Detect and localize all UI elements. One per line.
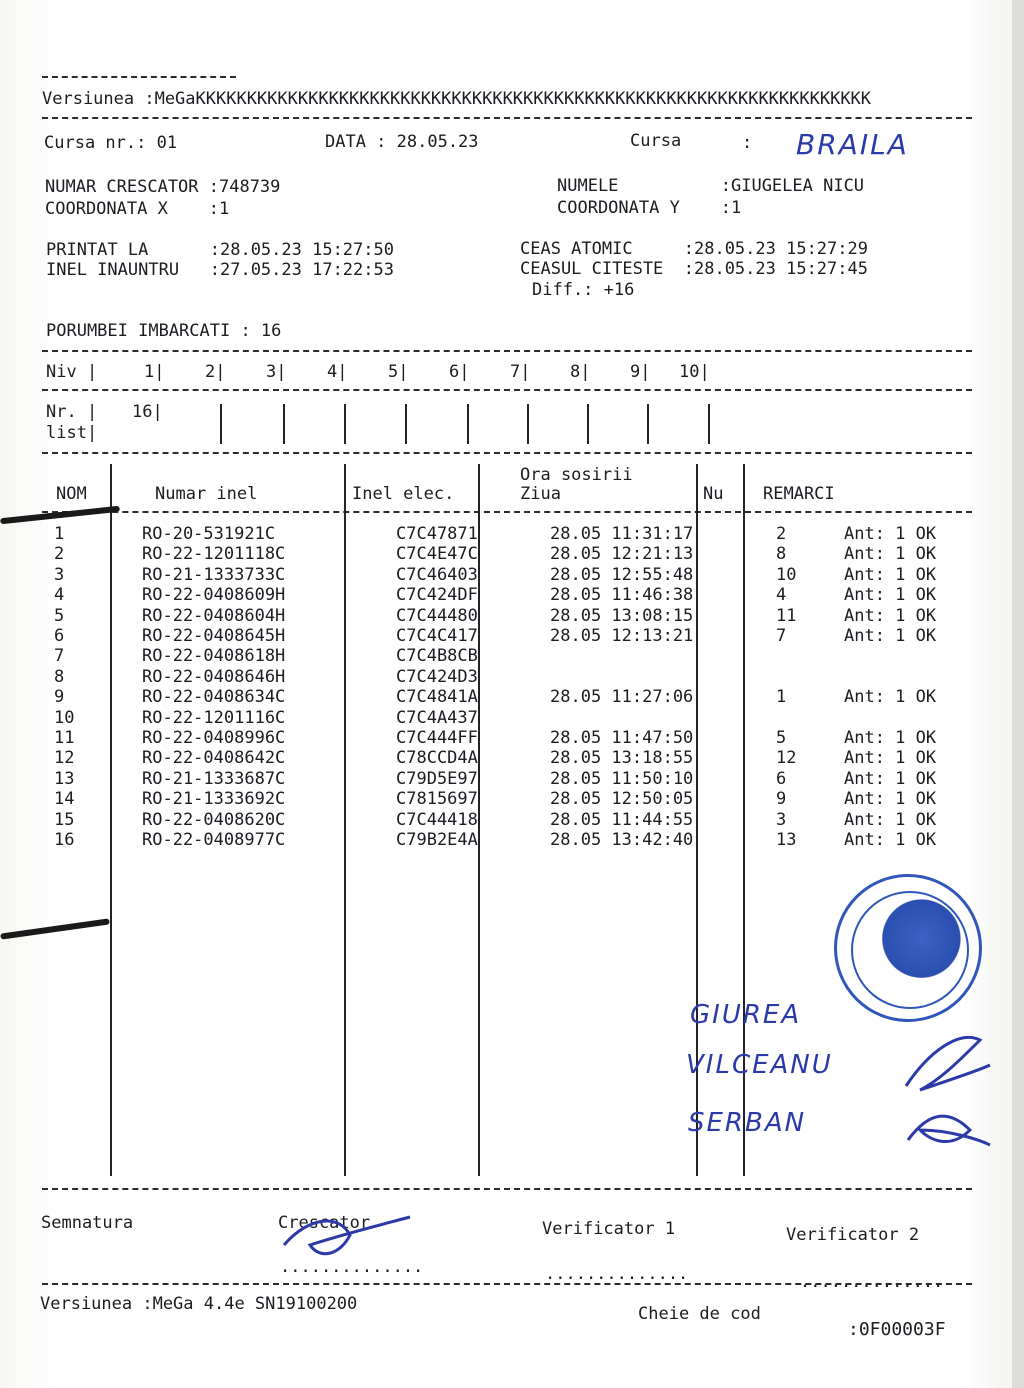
row-ring: RO-22-0408618H [142, 646, 286, 667]
col-arrival-header-2: Ziua [520, 484, 561, 504]
row-remarks: Ant: 1 OK [844, 585, 937, 606]
atomic-clock: CEAS ATOMIC :28.05.23 15:27:29 [520, 239, 868, 259]
list-label-2: list| [46, 423, 98, 443]
divider [42, 511, 972, 513]
row-remarks [824, 667, 1004, 687]
row-elec: C78CCD4A [396, 748, 478, 769]
list-separator [405, 404, 407, 444]
row-remarks [824, 646, 1004, 666]
row-ring: RO-22-0408642C [142, 748, 286, 769]
row-time: 28.05 13:42:40 [550, 830, 694, 851]
row-elec: C7C47871 [396, 524, 478, 544]
row-nom: 2 [54, 544, 65, 565]
row-ring: RO-21-1333687C [142, 768, 286, 789]
breeder-number: NUMAR CRESCATOR :748739 [45, 177, 281, 197]
table-row [42, 606, 1004, 626]
pigeons-boarded: PORUMBEI IMBARCATI : 16 [46, 321, 282, 341]
col-elec-header: Inel elec. [352, 484, 455, 504]
row-ring: RO-22-0408620C [142, 809, 286, 830]
row-remarks: Ant: 1 OK [844, 605, 937, 626]
breeder-signature [280, 1205, 420, 1265]
race-name-handwritten: BRAILA [796, 128, 909, 161]
version-line-top: Versiunea :MeGaKKKKKKKKKKKKKKKKKKKKKKKKKKKKKKKKKKKKKKKKKKKKKKKKKKKKKKKKKKKKKKKKKK [42, 89, 872, 109]
race-label: Cursa [630, 131, 682, 151]
divider [42, 117, 972, 119]
row-elec: C7C424D3 [396, 666, 478, 687]
row-ring: RO-22-0408996C [142, 728, 286, 749]
federation-stamp [834, 874, 982, 1022]
clock-diff: Diff.: +16 [532, 280, 635, 300]
row-ring: RO-22-0408609H [142, 585, 286, 606]
row-time: 28.05 12:13:21 [550, 626, 694, 647]
row-nom: 12 [54, 748, 75, 769]
row-nu: 7 [776, 626, 787, 647]
stamp-emblem [851, 891, 969, 1009]
breeder-signature-label: Crescator [278, 1213, 371, 1233]
row-nu [768, 667, 824, 687]
list-separator [467, 404, 469, 444]
row-elec: C7C444FF [396, 728, 478, 749]
handwritten-name-2: VILCEANU [686, 1050, 833, 1080]
col-remarks-header: REMARCI [763, 484, 835, 504]
row-elec: C7C4C417 [396, 626, 478, 647]
row-ring: RO-21-1333733C [142, 564, 286, 585]
row-nom: 1 [54, 524, 65, 544]
row-time: 28.05 11:44:55 [550, 809, 694, 830]
table-row [42, 769, 1004, 789]
row-elec: C7C44480 [396, 605, 478, 626]
handwritten-name-1: GIUREA [690, 1000, 802, 1030]
list-separator [587, 404, 589, 444]
row-remarks: Ant: 1 OK [844, 768, 937, 789]
table-row [42, 667, 1004, 687]
col-nom-header: NOM [56, 484, 87, 504]
table-row [42, 524, 1004, 544]
race-number: Cursa nr.: 01 [44, 133, 178, 153]
row-time: 28.05 11:27:06 [550, 687, 694, 708]
row-time: 28.05 13:18:55 [550, 748, 694, 769]
niv-3: 3| [266, 362, 287, 382]
race-colon: : [742, 133, 753, 153]
row-ring: RO-22-0408645H [142, 626, 286, 647]
row-remarks: Ant: 1 OK [844, 789, 937, 810]
niv-4: 4| [327, 362, 348, 382]
verifier-1-label: Verificator 1 [542, 1219, 676, 1239]
breeder-dots: .............. [280, 1257, 424, 1277]
row-nu: 8 [776, 544, 787, 565]
divider [42, 1188, 972, 1190]
row-nom: 13 [54, 768, 75, 789]
row-elec: C7C4A437 [396, 707, 478, 728]
row-time: 28.05 11:46:38 [550, 585, 694, 606]
row-nom: 7 [54, 646, 65, 667]
verifier-2-label: Verificator 2 [786, 1225, 920, 1245]
row-time [530, 667, 768, 687]
row-elec: C7C4841A [396, 687, 478, 708]
row-nu: 9 [776, 789, 787, 810]
row-elec: C7C4B8CB [396, 646, 478, 667]
list-separator [708, 404, 710, 444]
niv-9: 9| [630, 362, 651, 382]
row-elec: C79D5E97 [396, 768, 478, 789]
row-time: 28.05 12:55:48 [550, 564, 694, 585]
row-time: 28.05 11:47:50 [550, 728, 694, 749]
row-remarks: Ant: 1 OK [844, 830, 937, 851]
row-nom: 4 [54, 585, 65, 606]
row-remarks: Ant: 1 OK [844, 564, 937, 585]
row-remarks: Ant: 1 OK [844, 524, 937, 544]
row-nu: 11 [776, 605, 797, 626]
row-time: 28.05 12:21:13 [550, 544, 694, 565]
row-nom: 9 [54, 687, 65, 708]
clock-reads: CEASUL CITESTE :28.05.23 15:27:45 [520, 259, 868, 279]
row-elec: C7C4E47C [396, 544, 478, 565]
race-date: DATA : 28.05.23 [325, 132, 479, 152]
verifier-2-dots: .............. [800, 1272, 944, 1292]
list-label-1: Nr. | [46, 402, 98, 422]
col-arrival-header-1: Ora sosirii [520, 465, 633, 485]
row-nom: 3 [54, 564, 65, 585]
breeder-name: NUMELE :GIUGELEA NICU [557, 176, 865, 196]
row-nu: 6 [776, 768, 787, 789]
verifier-1-dots: .............. [545, 1264, 689, 1284]
row-elec: C7C46403 [396, 564, 478, 585]
ring-inside: INEL INAUNTRU :27.05.23 17:22:53 [46, 260, 394, 280]
row-nom: 8 [54, 666, 65, 687]
table-row [42, 708, 1004, 728]
divider [42, 452, 972, 454]
table-row [42, 544, 1004, 564]
row-nu: 10 [776, 564, 797, 585]
table-row [42, 585, 1004, 605]
row-nu: 4 [776, 585, 787, 606]
handwritten-name-3: SERBAN [688, 1108, 807, 1138]
niv-5: 5| [388, 362, 409, 382]
table-row [42, 626, 1004, 646]
row-ring: RO-21-1333692C [142, 789, 286, 810]
printed-at: PRINTAT LA :28.05.23 15:27:50 [46, 240, 394, 260]
page-edge [1012, 0, 1024, 1388]
row-remarks: Ant: 1 OK [844, 544, 937, 565]
row-nu: 1 [776, 687, 787, 708]
table-row [42, 687, 1004, 707]
table-row [42, 748, 1004, 768]
row-remarks: Ant: 1 OK [844, 748, 937, 769]
table-row [42, 830, 1004, 850]
row-nu [768, 708, 824, 728]
row-time: 28.05 11:31:17 [550, 524, 694, 544]
row-remarks: Ant: 1 OK [844, 809, 937, 830]
niv-1: 1| [144, 362, 165, 382]
row-remarks: Ant: 1 OK [844, 728, 937, 749]
row-remarks [824, 708, 1004, 728]
row-ring: RO-22-1201118C [142, 544, 286, 565]
row-nom: 11 [54, 728, 75, 749]
row-time [530, 646, 768, 666]
row-nom: 5 [54, 605, 65, 626]
row-ring: RO-22-0408634C [142, 687, 286, 708]
row-nom: 6 [54, 626, 65, 647]
code-key-value: :0F00003F [848, 1319, 946, 1340]
coord-y: COORDONATA Y :1 [557, 198, 742, 218]
col-nu-header: Nu [703, 484, 724, 504]
row-elec: C7C44418 [396, 809, 478, 830]
divider [42, 350, 972, 352]
coord-x: COORDONATA X :1 [45, 199, 230, 219]
row-nu [768, 646, 824, 666]
divider [42, 389, 972, 391]
row-ring: RO-20-531921C [142, 524, 276, 544]
row-nu: 12 [776, 748, 797, 769]
row-remarks: Ant: 1 OK [844, 687, 937, 708]
row-nom: 14 [54, 789, 75, 810]
row-time: 28.05 12:50:05 [550, 789, 694, 810]
list-separator [647, 404, 649, 444]
row-time: 28.05 13:08:15 [550, 605, 694, 626]
niv-6: 6| [449, 362, 470, 382]
table-row [42, 565, 1004, 585]
row-nom: 15 [54, 809, 75, 830]
code-key-label: Cheie de cod [638, 1304, 761, 1324]
signature-label: Semnatura [41, 1213, 134, 1233]
row-ring: RO-22-0408646H [142, 666, 286, 687]
row-nu: 13 [776, 830, 797, 851]
niv-8: 8| [570, 362, 591, 382]
row-nu: 3 [776, 809, 787, 830]
row-time: 28.05 11:50:10 [550, 768, 694, 789]
list-separator [220, 404, 222, 444]
niv-2: 2| [205, 362, 226, 382]
row-ring: RO-22-1201116C [142, 707, 286, 728]
row-elec: C7C424DF [396, 585, 478, 606]
row-remarks: Ant: 1 OK [844, 626, 937, 647]
row-ring: RO-22-0408604H [142, 605, 286, 626]
signature-scribbles [900, 1010, 996, 1160]
divider [42, 1283, 972, 1285]
row-ring: RO-22-0408977C [142, 830, 286, 851]
version-line-bottom: Versiunea :MeGa 4.4e SN19100200 [40, 1294, 358, 1314]
list-first: 16| [132, 402, 163, 422]
pigeon-table [42, 524, 1004, 851]
table-row [42, 728, 1004, 748]
niv-7: 7| [510, 362, 531, 382]
row-time [530, 708, 768, 728]
table-row [42, 646, 1004, 666]
list-separator [527, 404, 529, 444]
col-ring-header: Numar inel [155, 484, 258, 504]
divider [42, 76, 236, 78]
row-nom: 10 [54, 707, 75, 728]
list-separator [344, 404, 346, 444]
row-elec: C79B2E4A [396, 830, 478, 851]
row-nu: 5 [776, 728, 787, 749]
list-separator [283, 404, 285, 444]
row-elec: C7815697 [396, 789, 478, 810]
niv-label: Niv | [46, 362, 98, 382]
row-nom: 16 [54, 830, 75, 851]
row-nu: 2 [776, 524, 787, 544]
table-row [42, 789, 1004, 809]
table-row [42, 810, 1004, 830]
niv-10: 10| [679, 362, 710, 382]
